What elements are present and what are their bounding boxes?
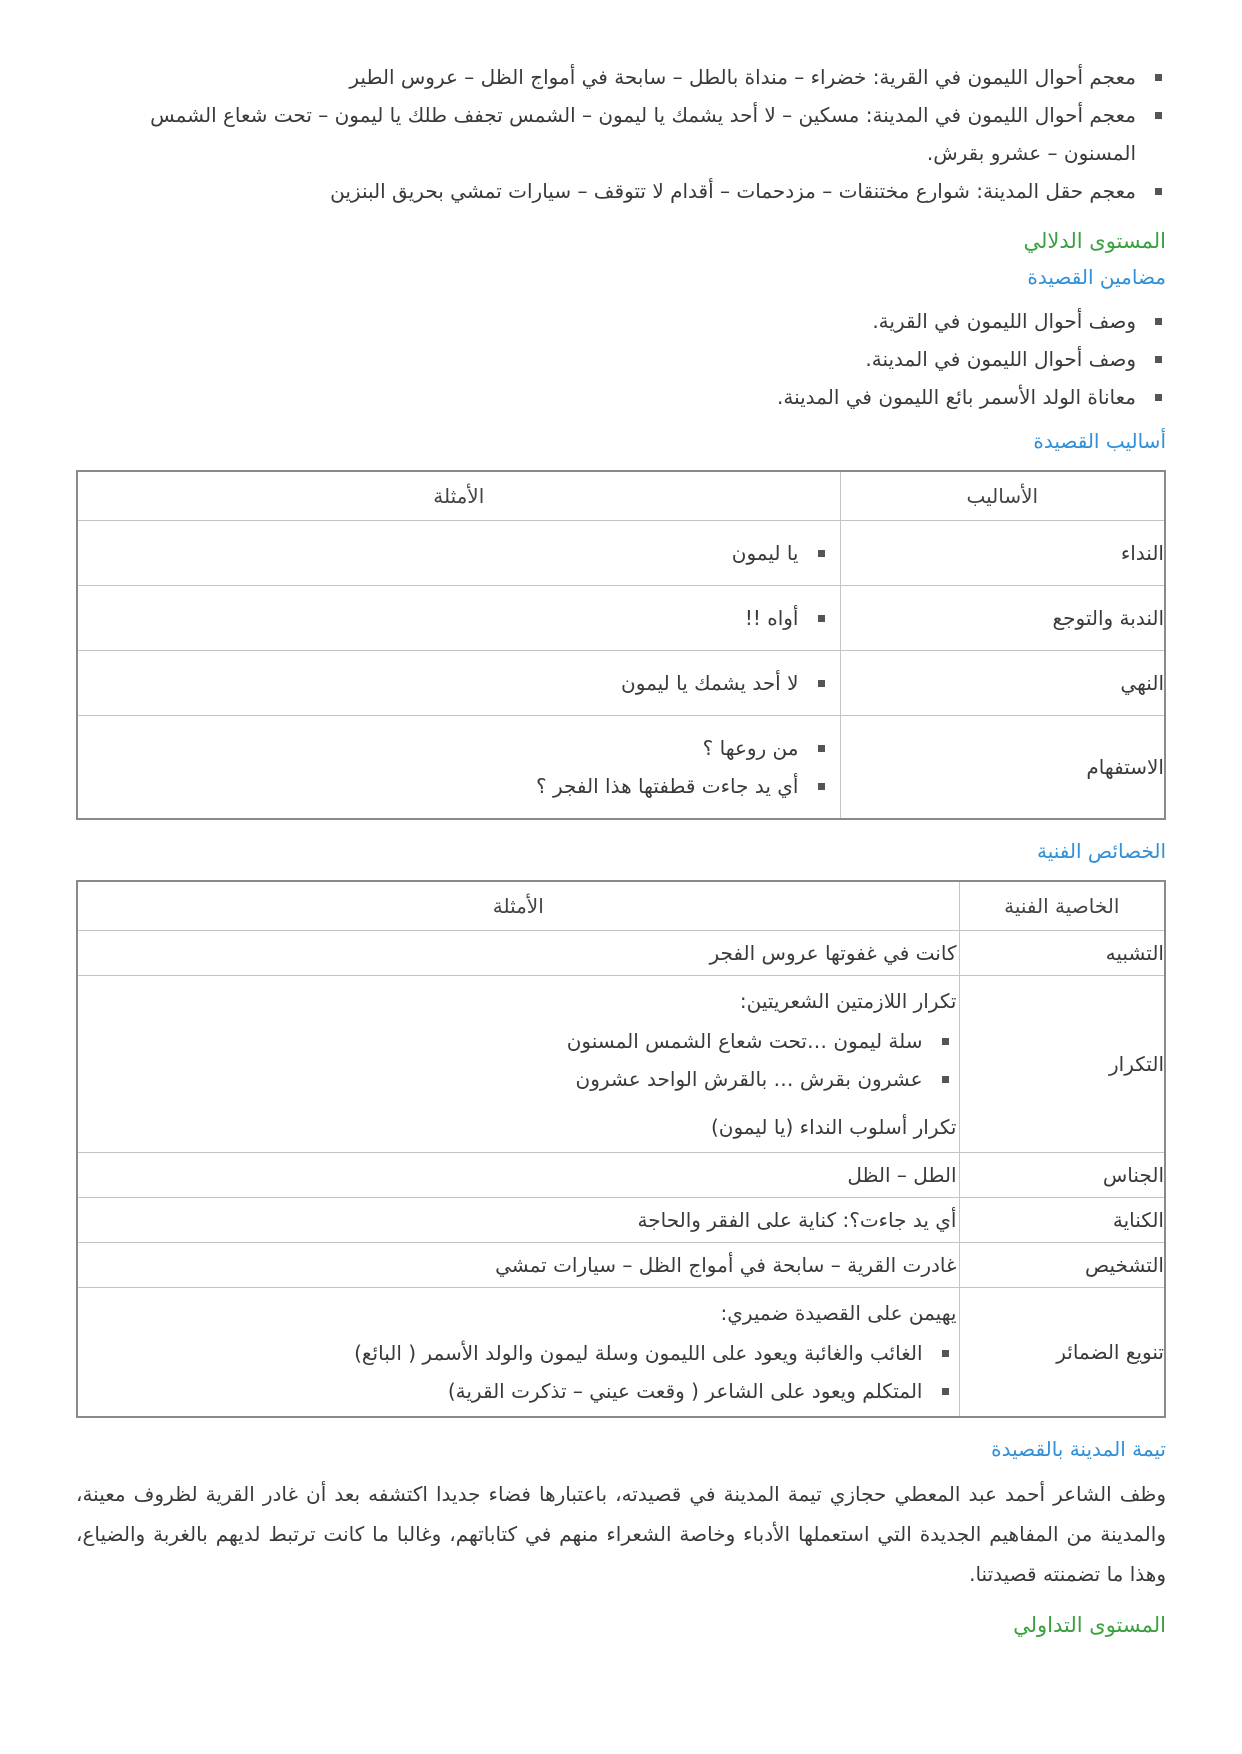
list-item: معجم حقل المدينة: شوارع مختنقات – مزدحمات – أقدام لا تتوقف – سيارات تمشي بحريق البنزين <box>76 172 1136 210</box>
styles-heading: أساليب القصيدة <box>1033 429 1166 453</box>
themes-list <box>76 302 1166 416</box>
table-row <box>77 521 1165 586</box>
feature-label: التشبيه <box>959 931 1165 976</box>
table-header-row <box>77 881 1165 931</box>
table-row <box>77 586 1165 651</box>
style-label: الاستفهام <box>840 716 1165 820</box>
list-item: أواه !! <box>79 599 799 637</box>
feature-example: أي يد جاءت؟: كناية على الفقر والحاجة <box>77 1198 959 1243</box>
column-header-examples: الأمثلة <box>77 471 840 521</box>
feature-example: كانت في غفوتها عروس الفجر <box>77 931 959 976</box>
table-row <box>77 1198 1165 1243</box>
list-item: يا ليمون <box>79 534 799 572</box>
feature-label: الكناية <box>959 1198 1165 1243</box>
list-item: عشرون بقرش … بالقرش الواحد عشرون <box>80 1060 923 1098</box>
repetition-outro: تكرار أسلوب النداء (يا ليمون) <box>710 1115 957 1139</box>
feature-example: الطل – الظل <box>77 1153 959 1198</box>
style-examples <box>77 586 840 651</box>
list-item: الغائب والغائبة ويعود على الليمون وسلة ليمون والولد الأسمر ( البائع) <box>80 1334 923 1372</box>
table-row <box>77 976 1165 1153</box>
features-table <box>76 880 1166 1418</box>
table-row <box>77 931 1165 976</box>
pragmatic-level-heading: المستوى التداولي <box>1013 1613 1166 1637</box>
table-row <box>77 1243 1165 1288</box>
lexicon-list <box>76 58 1166 210</box>
style-label: النهي <box>840 651 1165 716</box>
city-theme-heading: تيمة المدينة بالقصيدة <box>991 1437 1166 1461</box>
table-row <box>77 1153 1165 1198</box>
table-header-row <box>77 471 1165 521</box>
feature-label: تنويع الضمائر <box>959 1288 1165 1418</box>
repetition-intro: تكرار اللازمتين الشعريتين: <box>739 989 957 1013</box>
style-label: النداء <box>840 521 1165 586</box>
list-item: من روعها ؟ <box>79 729 799 767</box>
style-examples <box>77 651 840 716</box>
list-item: المتكلم ويعود على الشاعر ( وقعت عيني – تذكرت القرية) <box>80 1372 923 1410</box>
semantic-level-heading: المستوى الدلالي <box>1023 229 1166 253</box>
themes-heading: مضامين القصيدة <box>1027 265 1166 289</box>
style-label: الندبة والتوجع <box>840 586 1165 651</box>
column-header-examples: الأمثلة <box>77 881 959 931</box>
column-header-feature: الخاصية الفنية <box>959 881 1165 931</box>
list-item: وصف أحوال الليمون في المدينة. <box>76 340 1136 378</box>
list-item: وصف أحوال الليمون في القرية. <box>76 302 1136 340</box>
list-item: لا أحد يشمك يا ليمون <box>79 664 799 702</box>
table-row <box>77 716 1165 820</box>
feature-example <box>77 1288 959 1418</box>
list-item: معجم أحوال الليمون في المدينة: مسكين – لا أحد يشمك يا ليمون – الشمس تجفف طلك يا ليمون – تحت شعاع الشمس المسنون – عشرو بقرش. <box>76 96 1136 172</box>
city-theme-paragraph: وظف الشاعر أحمد عبد المعطي حجازي تيمة المدينة في قصيدته، باعتبارها فضاء جديدا اكتشفه بعد أن غادر القرية لظروف معينة، والمدينة من المفاهيم الجديدة التي استعملها الأدباء وخاصة الشعراء منهم في كتاباتهم، وغالبا ما كانت ترتبط لديهم بالغربة والضياع، وهذا ما تضمنته قصيدتنا. <box>76 1482 1166 1586</box>
list-item: أي يد جاءت قطفتها هذا الفجر ؟ <box>79 767 799 805</box>
style-examples <box>77 716 840 820</box>
list-item: سلة ليمون …تحت شعاع الشمس المسنون <box>80 1022 923 1060</box>
features-heading: الخصائص الفنية <box>1037 839 1166 863</box>
table-row <box>77 1288 1165 1418</box>
table-row <box>77 651 1165 716</box>
style-examples <box>77 521 840 586</box>
list-item: معاناة الولد الأسمر بائع الليمون في المدينة. <box>76 378 1136 416</box>
list-item: معجم أحوال الليمون في القرية: خضراء – منداة بالطل – سابحة في أمواج الظل – عروس الطير <box>76 58 1136 96</box>
feature-label: الجناس <box>959 1153 1165 1198</box>
feature-example <box>77 976 959 1153</box>
feature-example: غادرت القرية – سابحة في أمواج الظل – سيارات تمشي <box>77 1243 959 1288</box>
column-header-styles: الأساليب <box>840 471 1165 521</box>
pronouns-intro: يهيمن على القصيدة ضميري: <box>720 1301 957 1325</box>
styles-table <box>76 470 1166 820</box>
feature-label: التشخيص <box>959 1243 1165 1288</box>
feature-label: التكرار <box>959 976 1165 1153</box>
